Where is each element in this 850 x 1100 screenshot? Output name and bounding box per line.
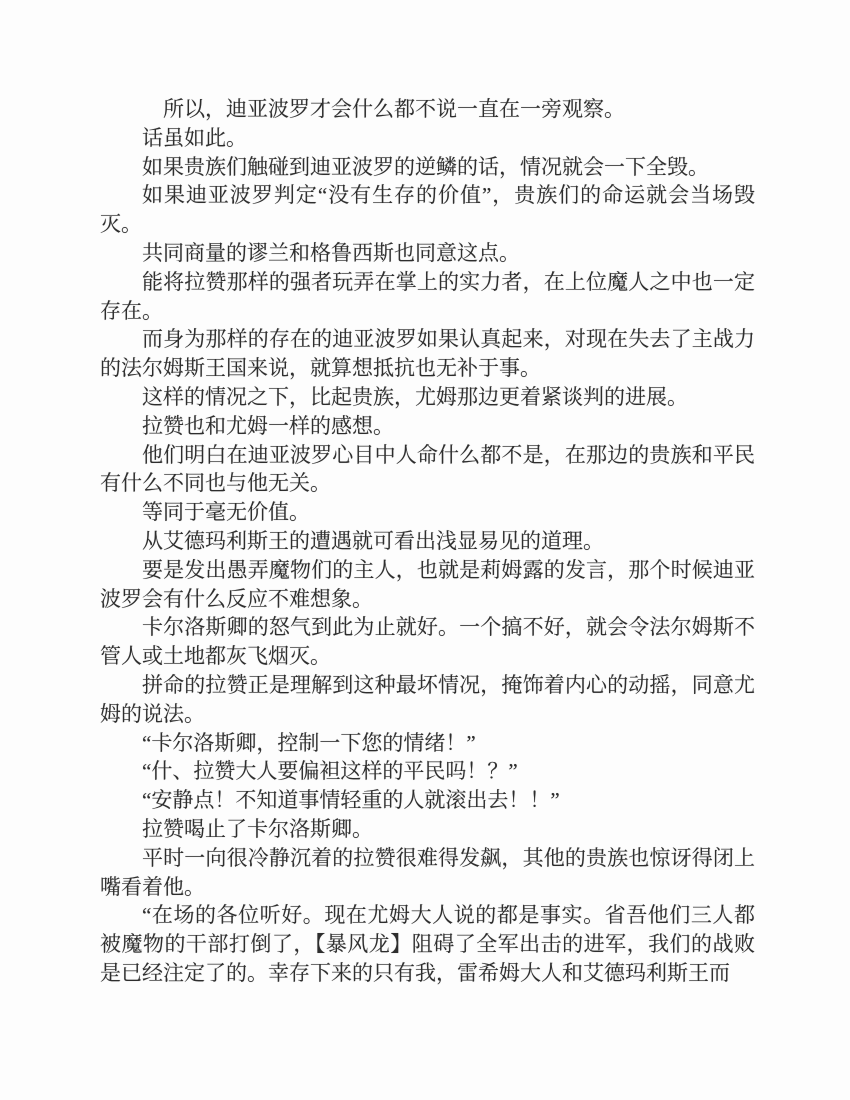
paragraph: “卡尔洛斯卿，控制一下您的情绪！” <box>142 730 476 755</box>
paragraph: 能将拉赞那样的强者玩弄在掌上的实力者，在上位魔人之中也一定存在。 <box>100 269 755 323</box>
paragraph: 平时一向很冷静沉着的拉赞很难得发飙，其他的贵族也惊讶得闭上嘴看着他。 <box>100 845 755 899</box>
paragraph: 如果迪亚波罗判定“没有生存的价值”，贵族们的命运就会当场毁灭。 <box>100 183 755 237</box>
paragraph: 他们明白在迪亚波罗心目中人命什么都不是，在那边的贵族和平民有什么不同也与他无关。 <box>100 442 755 496</box>
paragraph: 拉赞也和尤姆一样的感想。 <box>142 413 394 438</box>
paragraph: 这样的情况之下，比起贵族，尤姆那边更着紧谈判的进展。 <box>142 384 688 409</box>
paragraph: 如果贵族们触碰到迪亚波罗的逆鳞的话，情况就会一下全毁。 <box>142 154 709 179</box>
paragraph: 共同商量的谬兰和格鲁西斯也同意这点。 <box>142 240 520 265</box>
paragraph: 拼命的拉赞正是理解到这种最坏情况，掩饰着内心的动摇，同意尤姆的说法。 <box>100 672 755 726</box>
paragraph: 等同于毫无价值。 <box>142 500 310 525</box>
paragraph: 话虽如此。 <box>142 125 247 150</box>
paragraph: 从艾德玛利斯王的遭遇就可看出浅显易见的道理。 <box>142 528 604 553</box>
paragraph: 拉赞喝止了卡尔洛斯卿。 <box>142 816 373 841</box>
page-text-block <box>100 95 755 988</box>
paragraph: “安静点！不知道事情轻重的人就滚出去！！” <box>142 788 560 813</box>
paragraph: 要是发出愚弄魔物们的主人，也就是莉姆露的发言，那个时候迪亚波罗会有什么反应不难想象。 <box>100 557 755 611</box>
paragraph: 而身为那样的存在的迪亚波罗如果认真起来，对现在失去了主战力的法尔姆斯王国来说，就算想抵抗也无补于事。 <box>100 327 755 381</box>
paragraph: 所以，迪亚波罗才会什么都不说一直在一旁观察。 <box>163 97 625 121</box>
paragraph: “在场的各位听好。现在尤姆大人说的都是事实。省吾他们三人都被魔物的干部打倒了，【暴风龙】阻碍了全军出击的进军，我们的战败是已经注定了的。幸存下来的只有我，雷希姆大人和艾德玛利斯王而 <box>100 903 755 985</box>
paragraph: 卡尔洛斯卿的怒气到此为止就好。一个搞不好，就会令法尔姆斯不管人或土地都灰飞烟灭。 <box>100 615 755 669</box>
paragraph: “什、拉赞大人要偏袒这样的平民吗！？” <box>142 759 518 784</box>
